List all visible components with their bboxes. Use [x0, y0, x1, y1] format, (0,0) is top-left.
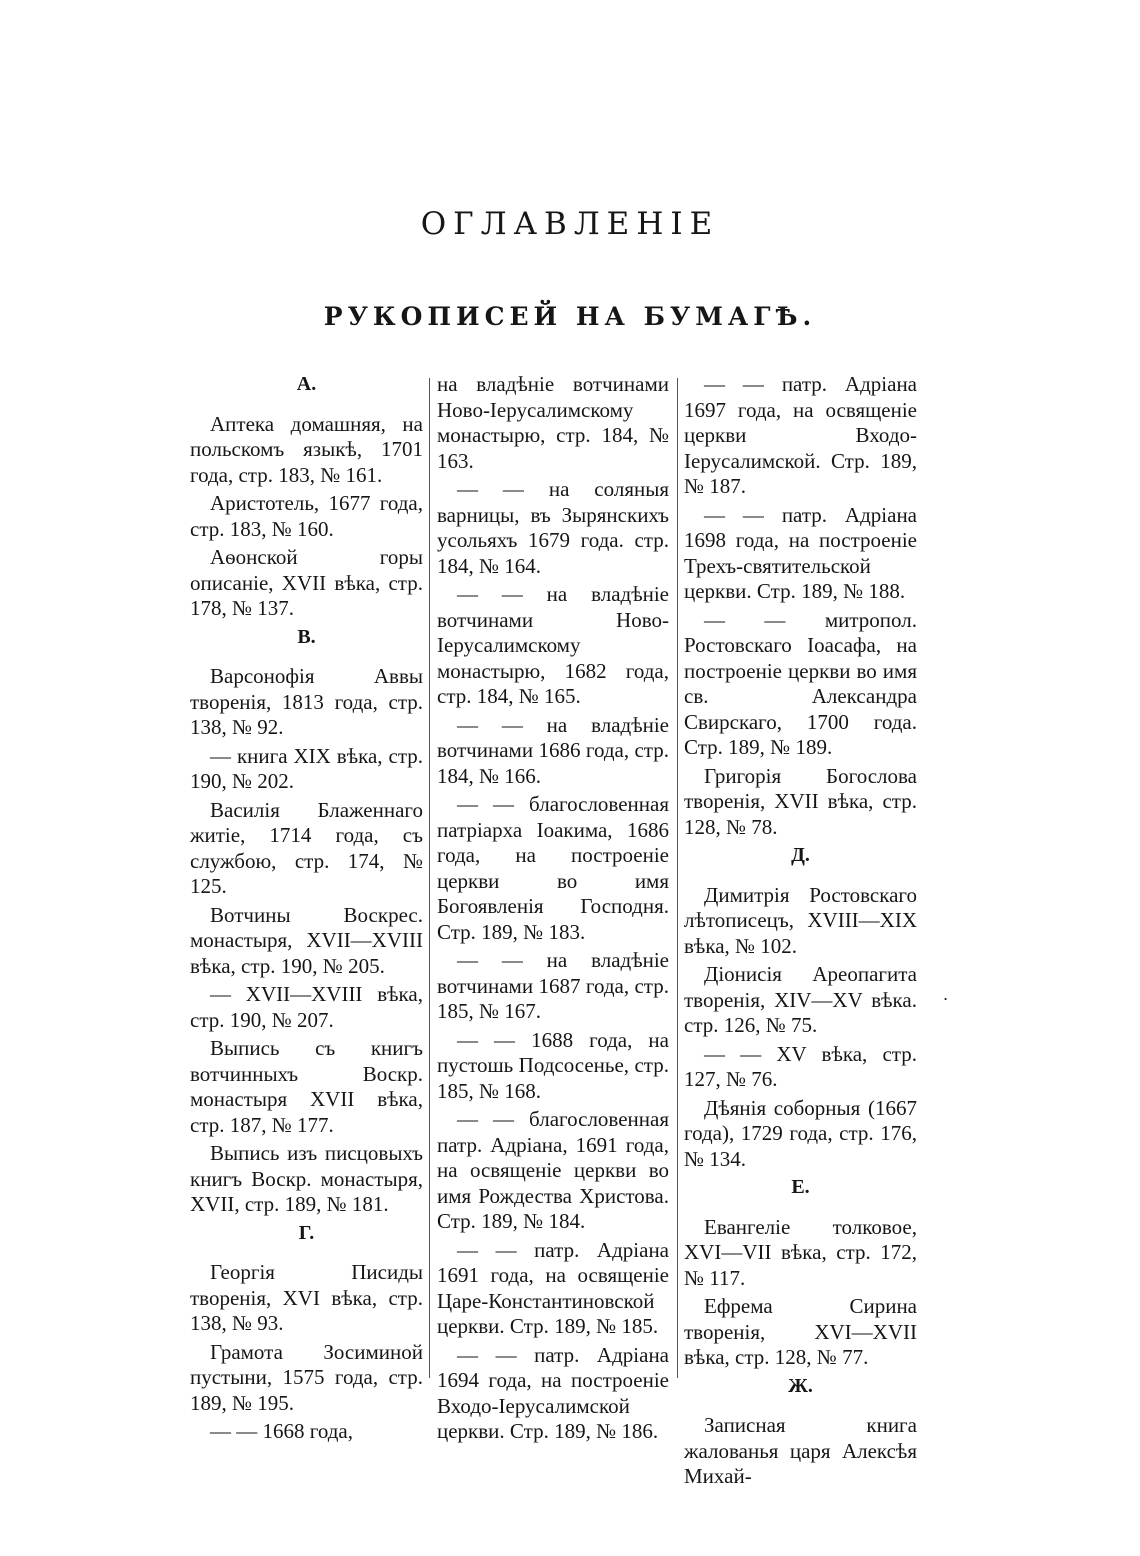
section-letter: Д. [791, 844, 810, 866]
toc-entry: Евангеліе толковое, XVI—VII вѣка, стр. 172, № 117. [684, 1214, 917, 1290]
section-letter: Е. [791, 1176, 810, 1198]
toc-column-2 [437, 372, 669, 1448]
toc-entry: Выпись съ книгъ вотчинныхъ Воскр. монастыря XVII вѣка, стр. 187, № 177. [190, 1036, 423, 1137]
toc-entry: — — патр. Адріана 1697 года, на освященіе церкви Входо-Іерусалимской. Стр. 189, № 187. [684, 372, 917, 498]
toc-entry: Аристотель, 1677 года, стр. 183, № 160. [190, 491, 423, 541]
column-divider-1 [429, 378, 430, 1378]
section-letter: В. [297, 625, 316, 648]
section-letter: А. [296, 373, 317, 395]
toc-entry: — книга XIX вѣка, стр. 190, № 202. [190, 743, 423, 793]
stray-mark: . [943, 985, 949, 1004]
toc-entry: — — патр. Адріана 1691 года, на освященіе Царе-Константиновской церкви. Стр. 189, № 185. [437, 1237, 669, 1338]
toc-entry: — — благословенная патріарха Іоакима, 1686 года, на построеніе церкви во имя Богоявленія Господня. Стр. 189, № 183. [437, 792, 669, 944]
toc-entry: Ефрема Сирина творенія, XVI—XVII вѣка, стр. 128, № 77. [684, 1294, 917, 1369]
toc-entry: — XVII—XVIII вѣка, стр. 190, № 207. [190, 982, 423, 1032]
toc-entry: — — патр. Адріана 1698 года, на построеніе Трехъ-святительской церкви. Стр. 189, № 188. [684, 502, 917, 603]
toc-entry: Варсонофія Аввы творенія, 1813 года, стр. 138, № 92. [190, 664, 423, 739]
toc-entry: — — 1668 года, [210, 1419, 353, 1443]
toc-entry: — — на соляныя варницы, въ Зырянскихъ усольяхъ 1679 года. стр. 184, № 164. [437, 477, 669, 578]
toc-entry: Григорія Богослова творенія, XVII вѣка, стр. 128, № 78. [684, 763, 917, 839]
toc-entry: — — на владѣніе вотчинами Ново-Іерусалимскому монастырю, 1682 года, стр. 184, № 165. [437, 582, 669, 708]
toc-entry: — — 1688 года, на пустошь Подсосенье, стр. 185, № 168. [437, 1027, 669, 1103]
toc-entry: Записная книга жалованья царя Алексѣя Михай- [684, 1413, 917, 1488]
section-letter: Г. [298, 1221, 315, 1244]
toc-column-3 [684, 372, 917, 1493]
toc-entry: Дѣянія соборныя (1667 года), 1729 года, стр. 176, № 134. [684, 1095, 917, 1171]
toc-entry: — — на владѣніе вотчинами 1687 года, стр. 185, № 167. [437, 948, 669, 1023]
toc-entry: Грамота Зосиминой пустыни, 1575 года, стр. 189, № 195. [190, 1339, 423, 1415]
toc-entry: — — благословенная патр. Адріана, 1691 года, на освященіе церкви во имя Рождества Христова. Стр. 189, № 184. [437, 1107, 669, 1233]
section-letter: Ж. [788, 1374, 813, 1397]
toc-entry: — — XV вѣка, стр. 127, № 76. [684, 1041, 917, 1091]
toc-entry: — — на владѣніе вотчинами 1686 года, стр. 184, № 166. [437, 712, 669, 788]
toc-entry: Выпись изъ писцовыхъ книгъ Воскр. монастыря, XVII, стр. 189, № 181. [190, 1141, 423, 1216]
toc-entry: Діонисія Ареопагита творенія, XIV—XV вѣка. стр. 126, № 75. [684, 962, 917, 1037]
toc-entry: Василія Блаженнаго житіе, 1714 года, съ службою, стр. 174, № 125. [190, 797, 423, 898]
toc-entry: — — патр. Адріана 1694 года, на построеніе Входо-Іерусалимской церкви. Стр. 189, № 186. [437, 1342, 669, 1443]
toc-entry: — — митропол. Ростовскаго Іоасафа, на построеніе церкви во имя св. Александра Свирскаго, 1700 года. Стр. 189, № 189. [684, 607, 917, 759]
column-divider-2 [677, 378, 678, 1378]
page-title: ОГЛАВЛЕНІЕ [420, 206, 720, 242]
page-subtitle: РУКОПИСЕЙ НА БУМАГѢ. [323, 302, 817, 331]
toc-entry: Аптека домашняя, на польскомъ языкѣ, 1701 года, стр. 183, № 161. [190, 411, 423, 487]
toc-entry: Аѳонской горы описаніе, XVII вѣка, стр. 178, № 137. [190, 545, 423, 620]
toc-entry: Вотчины Воскрес. монастыря, XVII—XVIII вѣка, стр. 190, № 205. [190, 902, 423, 978]
toc-entry: Димитрія Ростовскаго лѣтописецъ, XVIII—XIX вѣка, № 102. [684, 882, 917, 958]
toc-entry: Георгія Писиды творенія, XVI вѣка, стр. 138, № 93. [190, 1260, 423, 1335]
toc-column-1 [190, 372, 423, 1448]
toc-entry-continued: на владѣніе вотчинами Ново-Іерусалимскому монастырю, стр. 184, № 163. [437, 372, 669, 473]
